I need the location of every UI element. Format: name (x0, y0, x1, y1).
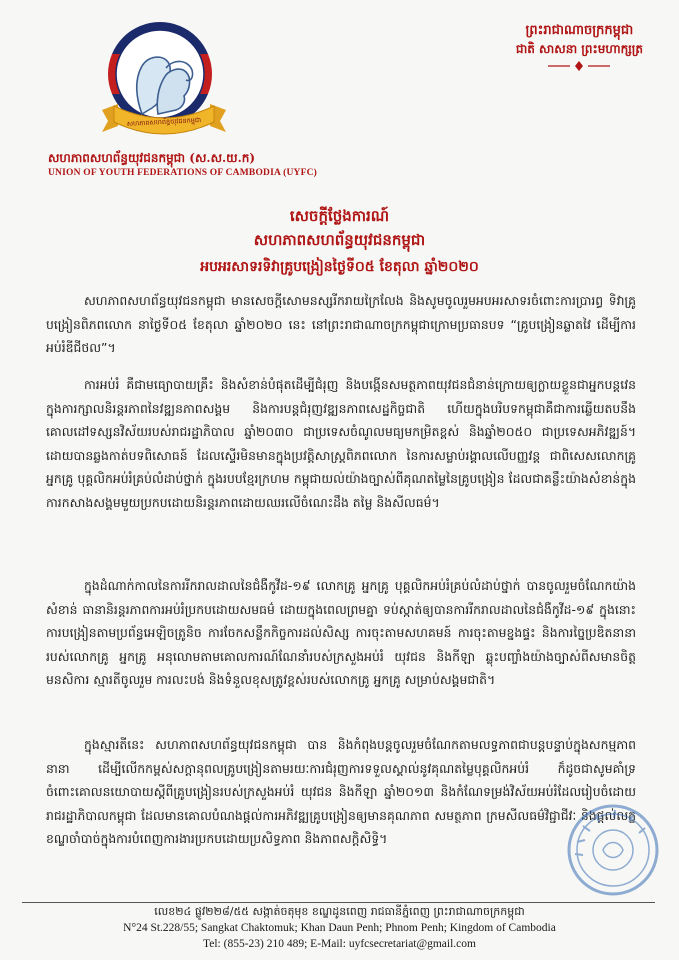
national-motto: ជាតិ សាសនា ព្រះមហាក្សត្រ (515, 42, 643, 56)
official-seal (563, 800, 663, 900)
seal-stamp-icon (563, 800, 663, 900)
paragraph-4: ក្នុងស្មារតីនេះ សហភាពសហព័ន្ធយុវជនកម្ពុជា បាន និងកំពុងបន្តចូលរួមចំណែកតាមលទ្ធភាពជាបន្តបន្ទាប់ក្នុងសកម្មភាពនានា ដើម្បីលើកកម្ពស់សក្តានុពលគ្រូបង្រៀនតាមរយៈការជំរុញការទទួលស្គាល់នូវគុណតម្លៃបុគ្គលិកអប់រំ ក៏ដូចជាសូមគាំទ្រចំពោះគោលនយោបាយស្តីពីគ្រូបង្រៀនរបស់ក្រសួងអប់រំ យុវជន និងកីឡា ឆ្នាំ២០១៣ និងកំណែទម្រង់វិស័យអប់រំដែលរៀបចំដោយរាជរដ្ឋាភិបាលកម្ពុជា ដែលមានគោលបំណងផ្តល់ការអភិវឌ្ឍគ្រូបង្រៀនឲ្យមានគុណភាព សមត្ថភាព ក្រមសីលធម៌វិជ្ជាជីវៈ និងផ្តល់លក្ខខណ្ឌចាំបាច់ក្នុងការបំពេញការងារប្រកបដោយប្រសិទ្ធភាព និងភាពសក្តិសិទ្ធិ។ (46, 737, 636, 846)
document-heading: អបអរសាទរទិវាគ្រូបង្រៀនថ្ងៃទី០៥ ខែតុលា ឆ្នាំ២០២០ (200, 259, 479, 275)
paragraph-3: ក្នុងដំណាក់កាលនៃការរីករាលដាលនៃជំងឺកូវីដ-១៩ លោកគ្រូ អ្នកគ្រូ បុគ្គលិកអប់រំគ្រប់លំដាប់ថ្នាក់ បានចូលរួមចំណែកយ៉ាងសំខាន់ ធានានិរន្តរភាពការអប់រំប្រកបដោយសមធម៌ ដោយក្នុងពេលព្រមគ្នា ទប់ស្កាត់ឲ្យបានការរីករាលដាលនៃជំងឺកូវីដ-១៩ ក្នុងនោះការបង្រៀនតាមប្រព័ន្ធអេឡិចត្រូនិច ការចែកសន្លឹកកិច្ចការដល់សិស្ស ការចុះតាមសហគមន៍ ការចុះតាមខ្នងផ្ទះ និងការច្នៃប្រឌិតនានារបស់លោកគ្រូ អ្នកគ្រូ អនុលោមតាមគោលការណ៍ណែនាំរបស់ក្រសួងអប់រំ យុវជន និងកីឡា ឆ្លុះបញ្ចាំងយ៉ាងច្បាស់ពីសមានចិត្ត មនសិការ ស្មារតីចូលរួម ការលះបង់ និងទំនួលខុសត្រូវខ្ពស់របស់លោកគ្រូ អ្នកគ្រូ សម្រាប់សង្គមជាតិ។ (46, 578, 636, 687)
document-subtitle: សហភាពសហព័ន្ធយុវជនកម្ពុជា (253, 231, 426, 249)
footer-address-khmer: លេខ២៤ ផ្លូវ២២៨/៥៥ សង្កាត់ចតុមុខ ខណ្ឌដូនពេញ រាជធានីភ្នំពេញ ព្រះរាជាណាចក្រកម្ពុជា (154, 905, 525, 918)
footer-address-english: N°24 St.228/55; Sangkat Chaktomuk; Khan Daun Penh; Phnom Penh; Kingdom of Cambodia (123, 922, 556, 934)
footer-divider (22, 902, 655, 903)
paragraph-2: ការអប់រំ គឺជាមធ្យោបាយគ្រឹះ និងសំខាន់បំផុតដើម្បីជំរុញ និងបង្កើនសមត្ថភាពយុវជនជំនាន់ក្រោយឲ្យក្លាយខ្លួនជាអ្នកបន្តវេនក្នុងការក្សាលនិរន្តរភាពនៃវឌ្ឍនភាពសង្គម និងការបន្តជំរុញវឌ្ឍនភាពសេដ្ឋកិច្ចជាតិ ហើយក្នុងបរិបទកម្ពុជាគឺជាការឆ្លើយតបនឹងគោលដៅទស្សនវិស័យរបស់រាជរដ្ឋាភិបាល ឆ្នាំ២០៣០ ជាប្រទេសចំណូលមធ្យមកម្រិតខ្ពស់ និងឆ្នាំ២០៥០ ជាប្រទេសអភិវឌ្ឍន៍។ ដោយបានឆ្លងកាត់បទពិសោធន៍ ដែលស្ទើរមិនមានក្នុងប្រវត្តិសាស្ត្រពិភពលោក នៃការសម្លាប់រង្គាលលើបញ្ញវន្ត ជាពិសេសលោកគ្រូ អ្នកគ្រូ បុគ្គលិកអប់រំគ្រប់លំដាប់ថ្នាក់ ក្នុងរបបខ្មែរក្រហម កម្ពុជាយល់យ៉ាងច្បាស់ពីគុណតម្លៃនៃគ្រូបង្រៀន ដែលជាគន្លឹះយ៉ាងសំខាន់ក្នុងការកសាងសង្គមមួយប្រកបដោយនិរន្តរភាពដោយឈរលើចំណេះដឹង តម្លៃ និងសីលធម៌។ (46, 377, 636, 510)
logo-banner-text: សហភាពសហព័ន្ធយុវជនកម្ពុជា (126, 116, 202, 128)
paragraph-1: សហភាពសហព័ន្ធយុវជនកម្ពុជា មានសេចក្តីសោមនស្សរីករាយក្រៃលែង និងសូមចូលរួមអបអរសាទរចំពោះការប្រារព្ធ ទិវាគ្រូបង្រៀនពិភពលោក នាថ្ងៃទី០៥ ខែតុលា ឆ្នាំ២០២០ នេះ នៅព្រះរាជាណាចក្រកម្ពុជាក្រោមប្រធានបទ “គ្រូបង្រៀនឆ្លាតវៃ ដើម្បីការអប់រំឌីជីថល”។ (46, 293, 636, 355)
kingdom-header (516, 22, 643, 72)
uyfc-logo (96, 18, 232, 146)
org-name-english: UNION OF YOUTH FEDERATIONS OF CAMBODIA (UYFC) (48, 168, 318, 178)
org-name-khmer: សហភាពសហព័ន្ធយុវជនកម្ពុជា (ស.ស.យ.ក) (48, 151, 256, 165)
document-title: សេចក្តីថ្លែងការណ៍ (289, 207, 390, 225)
ornament-divider-icon (544, 60, 614, 72)
footer-contact: Tel: (855-23) 210 489; E-Mail: uyfcsecretariat@gmail.com (203, 938, 476, 950)
kingdom-name: ព្រះរាជាណាចក្រកម្ពុជា (525, 23, 634, 38)
